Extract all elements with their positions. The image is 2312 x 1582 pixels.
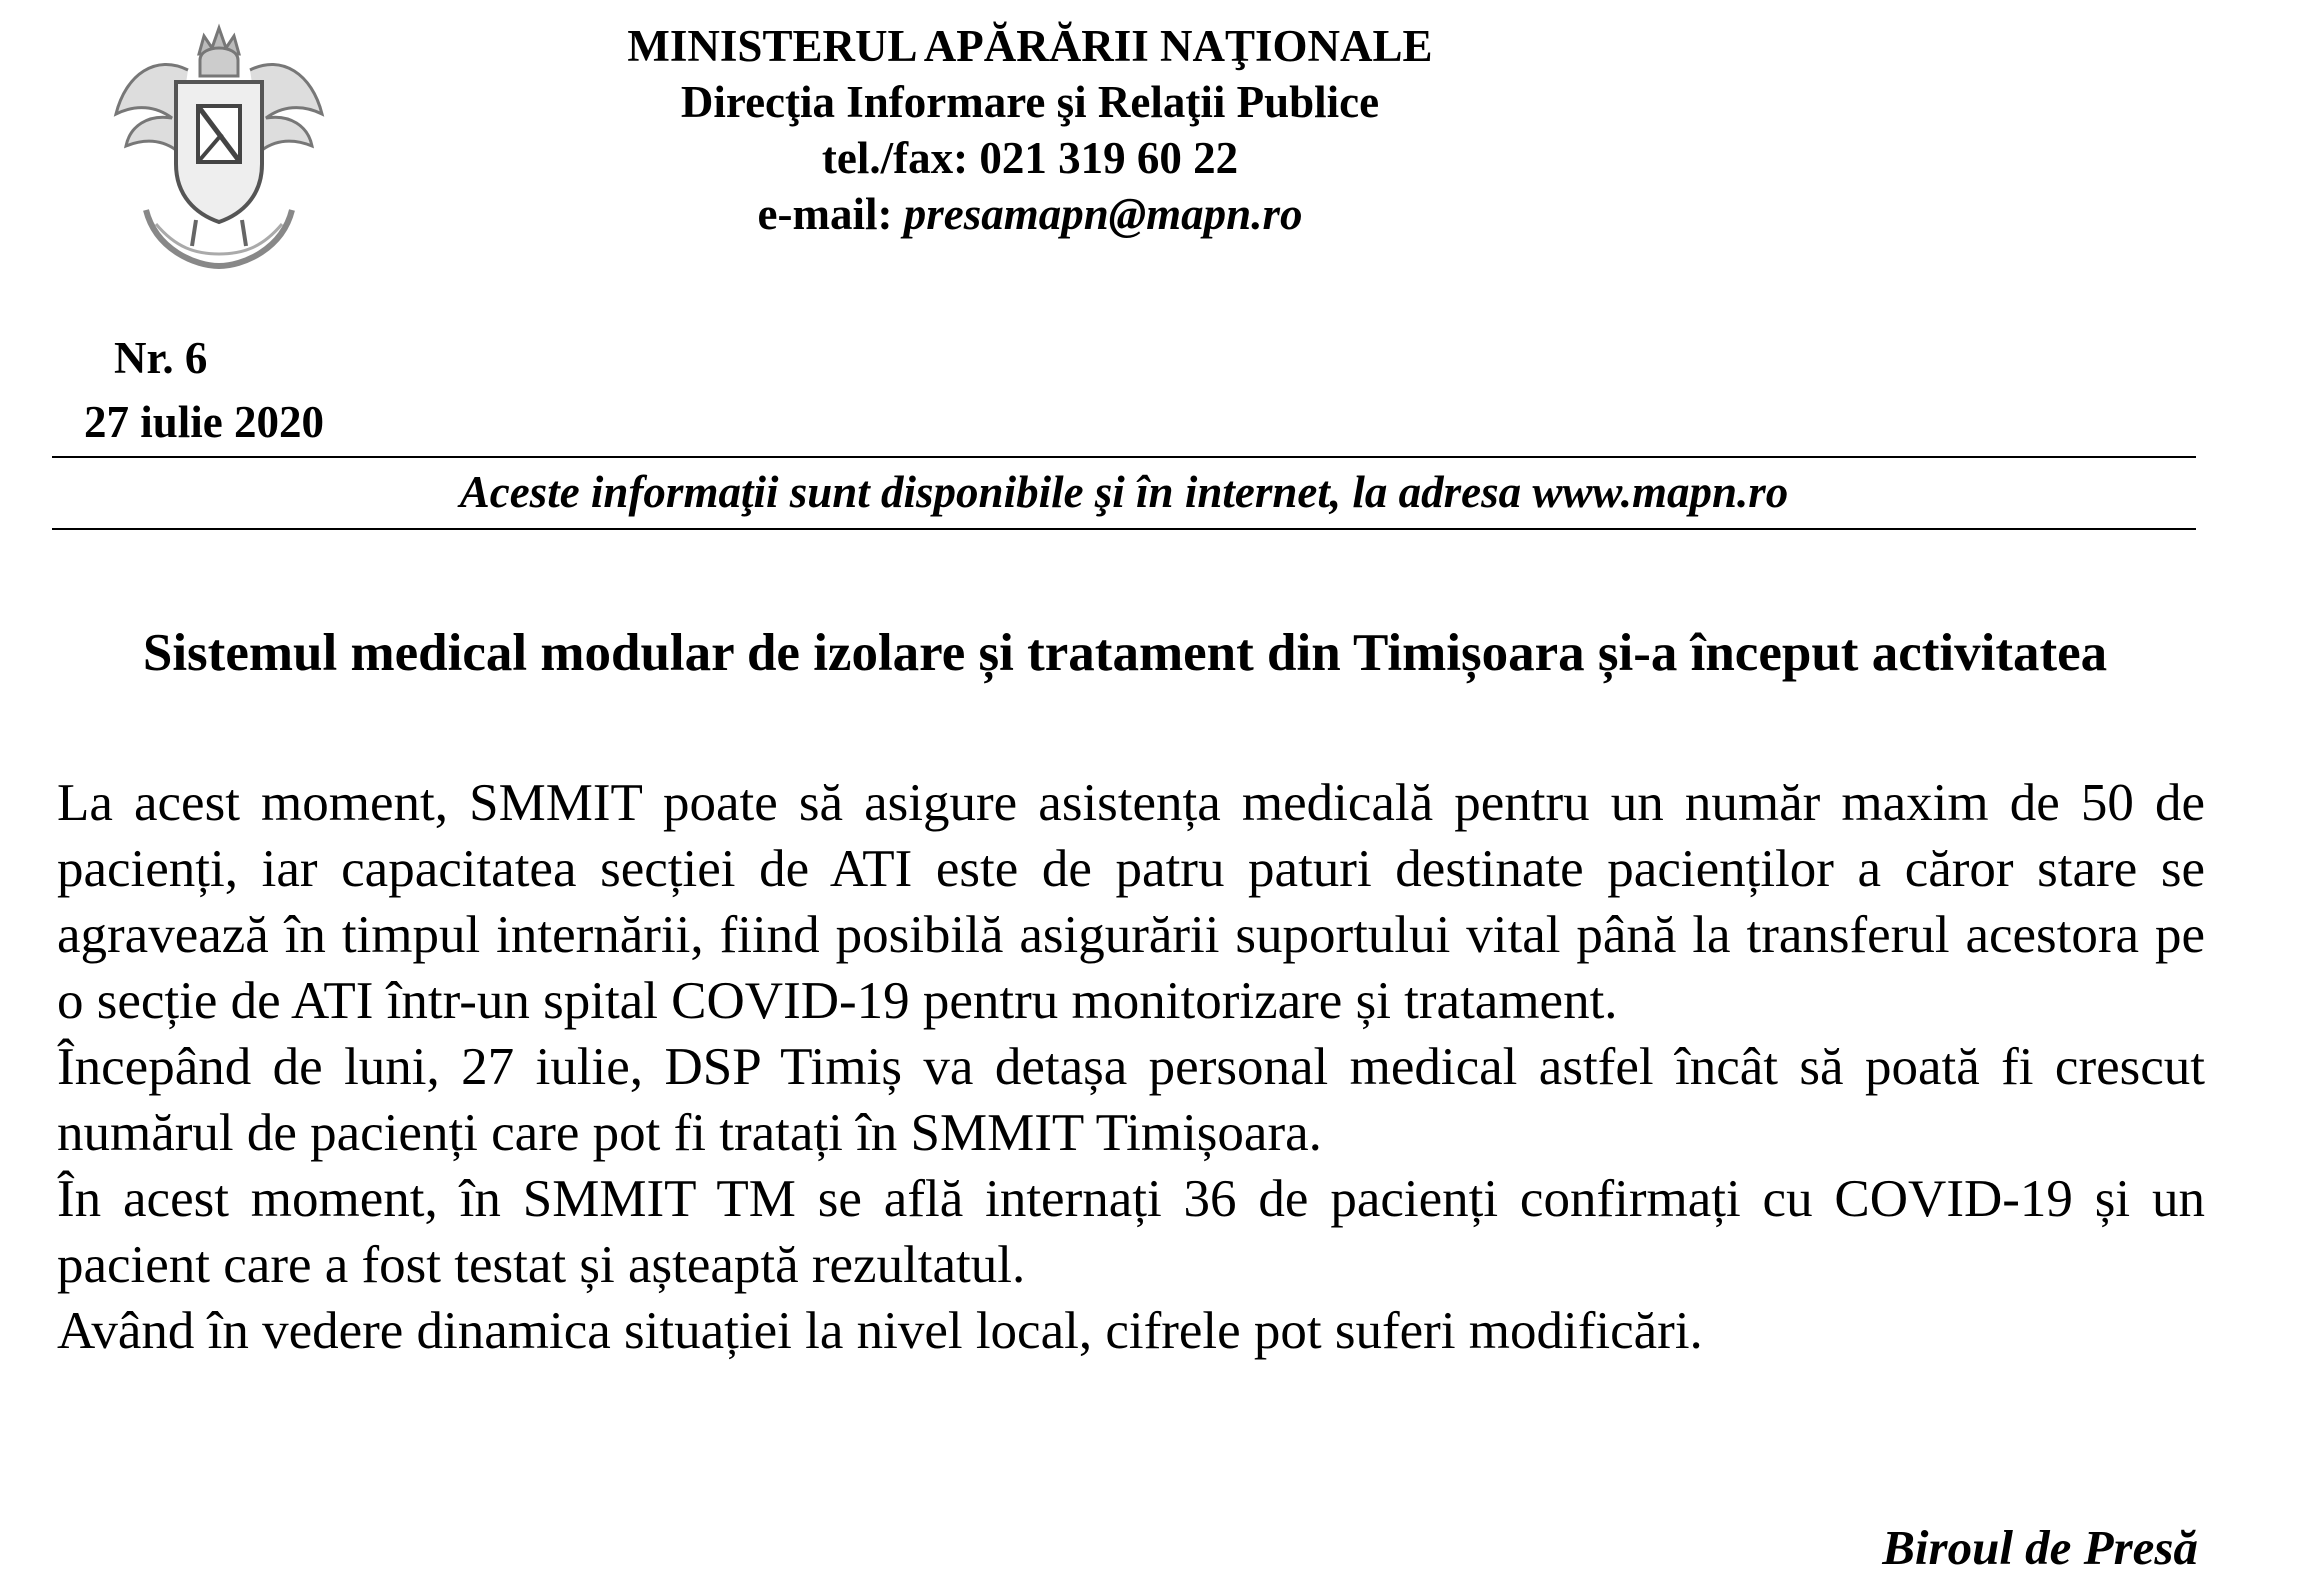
release-date: 27 iulie 2020 <box>84 397 325 447</box>
press-release-body <box>57 770 2205 1364</box>
release-number: Nr. 6 <box>114 333 208 383</box>
email-label: e-mail: <box>757 189 893 239</box>
phone-fax: tel./fax: 021 319 60 22 <box>821 133 1239 183</box>
letterhead <box>420 18 1640 242</box>
paragraph: În acest moment, în SMMIT TM se află internați 36 de pacienți confirmați cu COVID-19 și un pacient care a fost testat și așteaptă rezultatul. <box>57 1170 2205 1294</box>
ministry-name: MINISTERUL APĂRĂRII NAŢIONALE <box>627 21 1433 71</box>
paragraph: Începând de luni, 27 iulie, DSP Timiș va detașa personal medical astfel încât să poată fi crescut numărul de pacienți care pot fi tratați în SMMIT Timișoara. <box>57 1038 2205 1162</box>
coat-of-arms-icon <box>96 14 342 282</box>
divider-top <box>52 456 2196 458</box>
email-address: presamapn@mapn.ro <box>903 189 1303 239</box>
signature: Biroul de Presă <box>1882 1520 2198 1575</box>
press-release-title: Sistemul medical modular de izolare și tratament din Timișoara și-a început activitatea <box>142 624 2108 682</box>
paragraph: Având în vedere dinamica situației la nivel local, cifrele pot suferi modificări. <box>57 1302 1703 1360</box>
email-line <box>420 186 1640 242</box>
availability-notice: Aceste informaţii sunt disponibile şi în internet, la adresa www.mapn.ro <box>459 467 1789 517</box>
paragraph: La acest moment, SMMIT poate să asigure asistența medicală pentru un număr maxim de 50 de pacienți, iar capacitatea secției de ATI este de patru paturi destinate pacienților a căror stare se agravează în timpul internării, fiind posibilă asigurării suportului vital până la transferul acestora pe o secție de ATI într-un spital COVID-19 pentru monitorizare și tratament. <box>57 774 2205 1030</box>
department-name: Direcţia Informare şi Relaţii Publice <box>680 77 1380 127</box>
divider-bottom <box>52 528 2196 530</box>
